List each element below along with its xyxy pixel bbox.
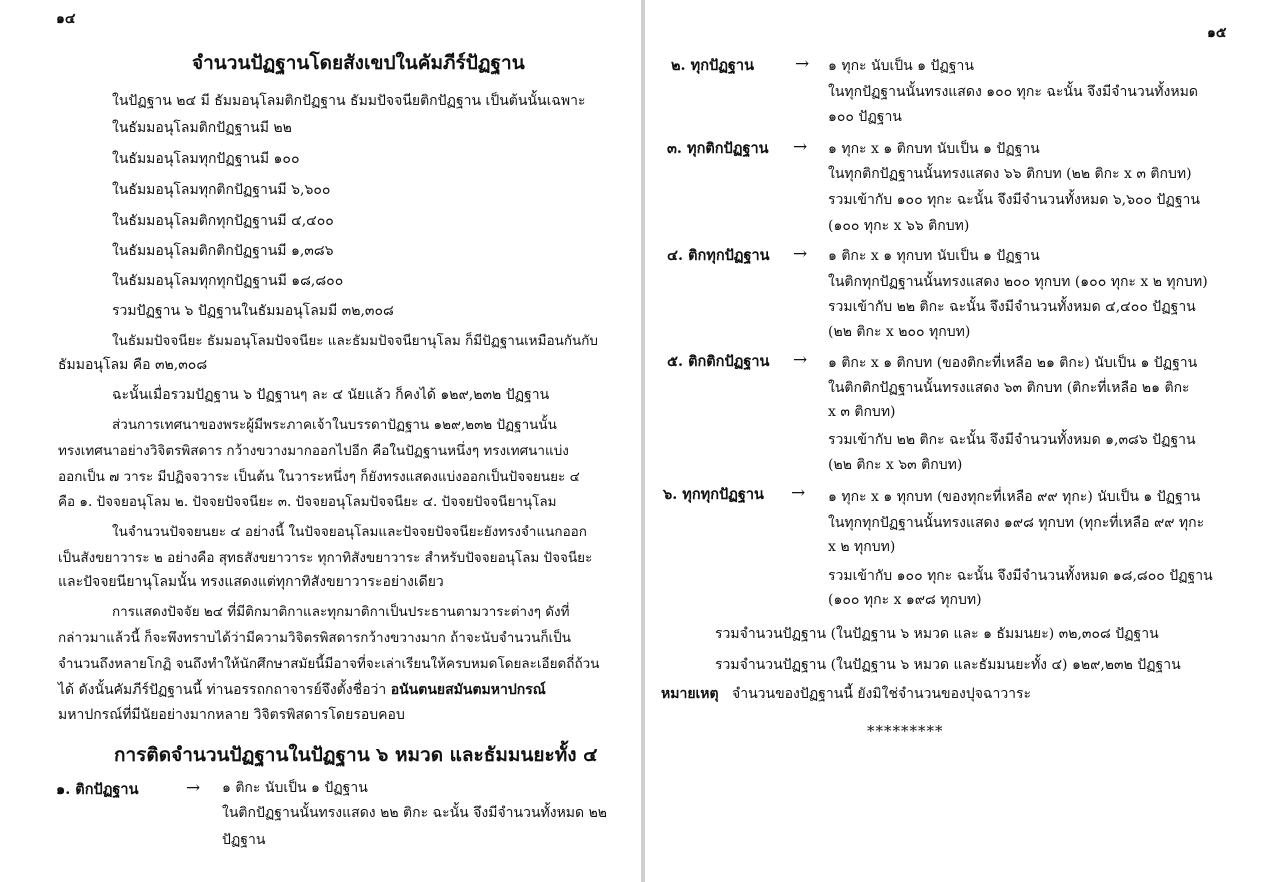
- entry-line: (๑๐๐ ทุกะ x ๖๖ ติกบท): [828, 218, 970, 234]
- entry-line: ในทุกปัฏฐานนั้นทรงแสดง ๑๐๐ ทุกะ ฉะนั้น จึงมีจำนวนทั้งหมด: [828, 84, 1198, 100]
- entry-line: ๑ ทุกะ x ๑ ติกบท นับเป็น ๑ ปัฏฐาน: [828, 141, 1040, 157]
- entry-line: ๑ ทุกะ นับเป็น ๑ ปัฏฐาน: [828, 58, 974, 74]
- text-line: ในธัมมอนุโลมติกทุกปัฏฐานมี ๔,๔๐๐: [112, 213, 334, 229]
- text-line: ในธัมมอนุโลมติกปัฏฐานมี ๒๒: [112, 120, 292, 136]
- arrow-icon: →: [795, 54, 810, 74]
- entry-line: รวมเข้ากับ ๒๒ ติกะ ฉะนั้น จึงมีจำนวนทั้งหมด ๔,๔๐๐ ปัฏฐาน: [828, 299, 1196, 315]
- text-line: ในธัมมอนุโลมทุกติกปัฏฐานมี ๖,๖๐๐: [112, 182, 331, 198]
- text-segment: ได้ ดังนั้นคัมภีร์ปัฏฐานนี้ ท่านอรรถกถาจารย์จึงตั้งชื่อว่า: [58, 682, 391, 698]
- entry-line: x ๓ ติกบท): [828, 404, 896, 420]
- entry-line: ๑ ติกะ x ๑ ติกบท (ของติกะที่เหลือ ๒๑ ติกะ) นับเป็น ๑ ปัฏฐาน: [828, 355, 1198, 371]
- entry-line: รวมเข้ากับ ๑๐๐ ทุกะ ฉะนั้น จึงมีจำนวนทั้งหมด ๑๘,๘๐๐ ปัฏฐาน: [828, 568, 1213, 584]
- section-divider: *********: [867, 722, 944, 740]
- text-line: ทรงเทศนาอย่างวิจิตรพิสดาร กว้างขวางมากออกไปอีก คือในปัฏฐานหนึ่งๆ ทรงเทศนาแบ่ง: [58, 443, 569, 459]
- section-heading: การติดจำนวนปัฏฐานในปัฏฐาน ๖ หมวด และธัมมนยะทั้ง ๔: [114, 744, 598, 766]
- text-line: การแสดงปัจจัย ๒๔ ที่มีติกมาติกาและทุกมาติกาเป็นประธานตามวาระต่างๆ ดังที่: [112, 604, 570, 620]
- entry-line: ๑๐๐ ปัฏฐาน: [828, 109, 902, 125]
- text-line: ในธัมมปัจจนียะ ธัมมอนุโลมปัจจนียะ และธัมมปัจจนียานุโลม ก็มีปัฏฐานเหมือนกันกับ: [112, 333, 598, 349]
- entry-label: ๕. ติกติกปัฏฐาน: [667, 353, 770, 370]
- entry-label: ๖. ทุกทุกปัฏฐาน: [663, 486, 764, 503]
- text-line: เป็นสังขยาวาระ ๒ อย่างคือ สุทธสังขยาวาระ ทุกาทิสังขยาวาระ สำหรับปัจจยอนุโลม ปัจจนียะ: [58, 550, 593, 566]
- entry-line: ในทุกทุกปัฏฐานนั้นทรงแสดง ๑๙๘ ทุกบท (ทุกะที่เหลือ ๙๙ ทุกะ: [828, 515, 1205, 531]
- page-title: จำนวนปัฏฐานโดยสังเขปในคัมภีร์ปัฏฐาน: [192, 52, 525, 74]
- text-line: ในจำนวนปัจจยนยะ ๔ อย่างนี้ ในปัจจยอนุโลมและปัจจยปัจจนียะยังทรงจำแนกออก: [112, 524, 587, 540]
- emphasis-text: อนันตนยสมันตมหาปกรณ์: [390, 682, 546, 698]
- text-line: คือ ๑. ปัจจยอนุโลม ๒. ปัจจยปัจจนียะ ๓. ปัจจยอนุโลมปัจจนียะ ๔. ปัจจยปัจจนียานุโลม: [58, 494, 557, 510]
- entry-line: ในติกติกปัฏฐานนั้นทรงแสดง ๖๓ ติกบท (ติกะที่เหลือ ๒๑ ติกะ: [828, 380, 1190, 396]
- text-line: จำนวนถึงหลายโกฏิ จนถึงทำให้นักศึกษาสมัยนี้มีอาจที่จะเล่าเรียนให้ครบหมดโดยละเอียดถี่ถ้วน: [58, 656, 600, 672]
- text-line: มหาปกรณ์ที่มีนัยอย่างมากหลาย วิจิตรพิสดารโดยรอบคอบ: [58, 707, 405, 723]
- page-number: ๑๔: [56, 11, 76, 27]
- text-line: ในปัฏฐาน ๒๔ มี ธัมมอนุโลมติกปัฏฐาน ธัมมปัจจนียติกปัฏฐาน เป็นต้นนั้นเฉพาะ: [112, 93, 586, 109]
- entry-line: ในติกทุกปัฏฐานนั้นทรงแสดง ๒๐๐ ทุกบท (๑๐๐ ทุกะ x ๒ ทุกบท): [828, 274, 1208, 290]
- entry-line: ในทุกติกปัฏฐานนั้นทรงแสดง ๖๖ ติกบท (๒๒ ติกะ x ๓ ติกบท): [828, 166, 1192, 182]
- entry-line: ในติกปัฏฐานนั้นทรงแสดง ๒๒ ติกะ ฉะนั้น จึงมีจำนวนทั้งหมด ๒๒: [222, 805, 608, 821]
- text-line: รวมปัฏฐาน ๖ ปัฏฐานในธัมมอนุโลมมี ๓๒,๓๐๘: [112, 303, 394, 319]
- entry-line: (๒๒ ติกะ x ๖๓ ติกบท): [828, 457, 963, 473]
- entry-label: ๒. ทุกปัฏฐาน: [671, 57, 754, 74]
- entry-line: x ๒ ทุกบท): [828, 539, 896, 555]
- text-line: และปัจจยนียานุโลมนั้น ทรงแสดงแต่ทุกาทิสังขยาวาระอย่างเดียว: [58, 574, 444, 590]
- entry-label: ๔. ติกทุกปัฏฐาน: [667, 247, 770, 264]
- entry-line: ๑ ติกะ x ๑ ทุกบท นับเป็น ๑ ปัฏฐาน: [828, 248, 1040, 264]
- total-line: รวมจำนวนปัฏฐาน (ในปัฏฐาน ๖ หมวด และธัมมนยะทั้ง ๔) ๑๒๙,๒๓๒ ปัฏฐาน: [715, 657, 1181, 673]
- entry-line: (๒๒ ติกะ x ๒๐๐ ทุกบท): [828, 324, 971, 340]
- note-line: [661, 684, 1031, 704]
- note-label: หมายเหตุ: [661, 686, 719, 702]
- text-line: ในธัมมอนุโลมทุกทุกปัฏฐานมี ๑๘,๘๐๐: [112, 273, 344, 289]
- right-page: [645, 0, 1263, 882]
- entry-line: (๑๐๐ ทุกะ x ๑๙๘ ทุกบท): [828, 592, 982, 608]
- entry-line: ๑ ติกะ นับเป็น ๑ ปัฏฐาน: [222, 780, 368, 796]
- arrow-icon: →: [186, 778, 201, 798]
- arrow-icon: →: [793, 350, 808, 370]
- entry-line: รวมเข้ากับ ๒๒ ติกะ ฉะนั้น จึงมีจำนวนทั้งหมด ๑,๓๘๖ ปัฏฐาน: [828, 432, 1196, 448]
- text-line: ออกเป็น ๗ วาระ มีปฏิจจวาระ เป็นต้น ในวาระหนึ่งๆ ก็ยังทรงแสดงแบ่งออกเป็นปัจจยนยะ ๔: [58, 469, 580, 485]
- entry-line: รวมเข้ากับ ๑๐๐ ทุกะ ฉะนั้น จึงมีจำนวนทั้งหมด ๖,๖๐๐ ปัฏฐาน: [828, 192, 1200, 208]
- arrow-icon: →: [793, 244, 808, 264]
- text-line: ฉะนั้นเมื่อรวมปัฏฐาน ๖ ปัฏฐานๆ ละ ๔ นัยแล้ว ก็คงได้ ๑๒๙,๒๓๒ ปัฏฐาน: [112, 387, 550, 403]
- note-text: จำนวนของปัฏฐานนี้ ยังมิใช่จำนวนของปุจฉาวาระ: [732, 686, 1032, 702]
- entry-line: ปัฏฐาน: [222, 832, 266, 848]
- text-line: ส่วนการเทศนาของพระผู้มีพระภาคเจ้าในบรรดาปัฏฐาน ๑๒๙,๒๓๒ ปัฏฐานนั้น: [112, 417, 557, 433]
- text-line: กล่าวมาแล้วนี้ ก็จะพึงทราบได้ว่ามีความวิจิตรพิสดารกว้างขวางมาก ถ้าจะนับจำนวนก็เป็น: [58, 630, 571, 646]
- entry-line: ๑ ทุกะ x ๑ ทุกบท (ของทุกะที่เหลือ ๙๙ ทุกะ) นับเป็น ๑ ปัฏฐาน: [828, 489, 1201, 505]
- text-line: ธัมมอนุโลม คือ ๓๒,๓๐๘: [58, 357, 208, 373]
- entry-label: ๑. ติกปัฏฐาน: [56, 781, 139, 798]
- text-line: [58, 680, 546, 700]
- entry-label: ๓. ทุกติกปัฏฐาน: [667, 140, 769, 157]
- arrow-icon: →: [791, 483, 806, 503]
- text-line: ในธัมมอนุโลมทุกปัฏฐานมี ๑๐๐: [112, 151, 300, 167]
- arrow-icon: →: [793, 137, 808, 157]
- total-line: รวมจำนวนปัฏฐาน (ในปัฏฐาน ๖ หมวด และ ๑ ธัมมนยะ) ๓๒,๓๐๘ ปัฏฐาน: [715, 626, 1159, 642]
- text-line: ในธัมมอนุโลมติกติกปัฏฐานมี ๑,๓๘๖: [112, 243, 334, 259]
- page-number: ๑๕: [1207, 25, 1227, 41]
